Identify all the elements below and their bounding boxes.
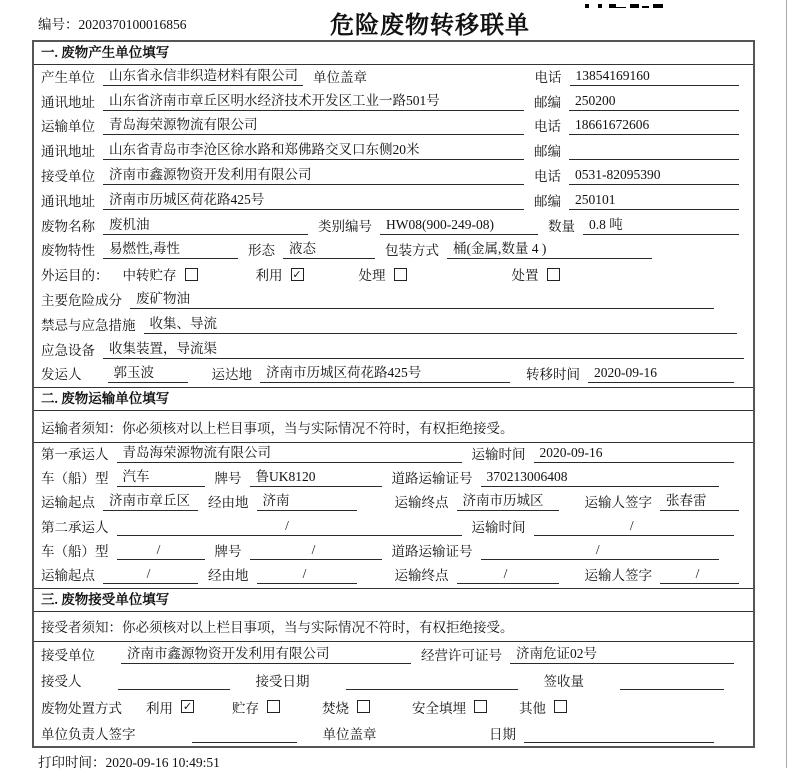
second-carrier-value[interactable]: / bbox=[117, 518, 462, 536]
waste-form-label: 形态 bbox=[248, 243, 275, 259]
receiver-notice: 接受者须知：你必须核对以上栏目事项，当与实际情况不符时，有权拒绝接受。 bbox=[34, 612, 753, 642]
receiver-zip-value[interactable]: 250101 bbox=[569, 192, 739, 210]
receiver-address-value[interactable]: 济南市历城区荷花路425号 bbox=[103, 188, 524, 210]
disposal-reuse-checkbox[interactable]: ✓ bbox=[182, 700, 193, 714]
transporter-address-label: 通讯地址 bbox=[41, 144, 95, 160]
section-transporter bbox=[34, 387, 753, 588]
first-transport-time-label: 运输时间 bbox=[471, 447, 526, 463]
second-vehicle-row bbox=[34, 540, 753, 564]
transporter-zip-label: 邮编 bbox=[534, 144, 561, 160]
qr-code-fragment bbox=[585, 0, 665, 8]
first-transport-time-value[interactable]: 2020-09-16 bbox=[534, 445, 735, 463]
second-road-permit-value[interactable]: / bbox=[481, 542, 720, 560]
transporter-unit-row bbox=[34, 115, 753, 140]
received-qty-value[interactable] bbox=[620, 688, 724, 690]
waste-name-value[interactable]: 废机油 bbox=[103, 213, 308, 235]
destination-value[interactable]: 济南市历城区荷花路425号 bbox=[260, 361, 510, 383]
date-value[interactable] bbox=[524, 741, 714, 743]
other-checkbox-label: 其他 bbox=[519, 700, 546, 716]
second-carrier-row bbox=[34, 515, 753, 539]
first-origin-value[interactable]: 济南市章丘区 bbox=[103, 489, 198, 511]
other-checkbox-group bbox=[519, 697, 567, 717]
receiver-phone-value[interactable]: 0531-82095390 bbox=[569, 167, 739, 185]
receiver-person-row bbox=[34, 668, 753, 694]
section-producer bbox=[34, 42, 753, 387]
second-transport-time-value[interactable]: / bbox=[534, 518, 735, 536]
waste-form-value[interactable]: 液态 bbox=[283, 237, 375, 259]
transfer-time-label: 转移时间 bbox=[526, 367, 580, 383]
landfill-checkbox-group bbox=[412, 697, 487, 717]
receiver-unit-label: 接受单位 bbox=[41, 168, 95, 184]
print-time-label: 打印时间： bbox=[38, 755, 106, 770]
received-qty-label: 签收量 bbox=[543, 674, 584, 690]
first-carrier-value[interactable]: 青岛海荣源物流有限公司 bbox=[117, 441, 462, 463]
serial-value: 2020370100016856 bbox=[78, 17, 187, 32]
disposal-checkbox[interactable] bbox=[547, 268, 560, 281]
receiving-unit-label: 接受单位 bbox=[41, 648, 95, 664]
receive-date-value[interactable] bbox=[346, 688, 518, 690]
receiver-person-value[interactable] bbox=[118, 688, 230, 690]
serial-label: 编号： bbox=[38, 17, 79, 32]
hazard-component-row bbox=[34, 288, 753, 313]
receiver-zip-label: 邮编 bbox=[534, 193, 561, 209]
second-origin-value[interactable]: / bbox=[103, 566, 198, 584]
first-signature-value[interactable]: 张春雷 bbox=[660, 489, 739, 511]
disposal-method-row bbox=[34, 694, 753, 720]
first-road-permit-value[interactable]: 370213006408 bbox=[481, 469, 720, 487]
packing-value[interactable]: 桶(金属,数量 4 ) bbox=[447, 237, 652, 259]
second-vehicle-type-value[interactable]: / bbox=[117, 542, 205, 560]
receiver-person-label: 接受人 bbox=[41, 674, 82, 690]
waste-name-label: 废物名称 bbox=[41, 218, 95, 234]
second-origin-label: 运输起点 bbox=[41, 567, 95, 583]
second-route-row bbox=[34, 564, 753, 588]
emergency-equipment-value[interactable]: 收集装置，导流渠 bbox=[103, 337, 744, 359]
first-vehicle-type-value[interactable]: 汽车 bbox=[117, 465, 205, 487]
disposal-checkbox-label: 处置 bbox=[511, 268, 539, 284]
packing-label: 包装方式 bbox=[385, 243, 439, 259]
receiver-address-label: 通讯地址 bbox=[41, 193, 95, 209]
waste-code-label: 类别编号 bbox=[318, 218, 372, 234]
shipper-label: 发运人 bbox=[41, 367, 82, 383]
first-road-permit-label: 道路运输证号 bbox=[391, 471, 473, 487]
second-road-permit-label: 道路运输证号 bbox=[391, 543, 473, 559]
shipper-row bbox=[34, 363, 753, 388]
disposal-method-label: 废物处置方式 bbox=[41, 700, 122, 716]
incineration-checkbox-label: 焚烧 bbox=[322, 700, 349, 716]
first-signature-label: 运输人签字 bbox=[584, 495, 652, 511]
page-edge-line bbox=[786, 0, 787, 768]
shipper-value[interactable]: 郭玉波 bbox=[108, 361, 188, 383]
first-vehicle-type-label: 车（船）型 bbox=[41, 471, 109, 487]
producer-unit-row bbox=[34, 65, 753, 90]
treatment-checkbox[interactable] bbox=[394, 268, 407, 281]
reuse-checkbox-label: 利用 bbox=[255, 268, 283, 284]
print-time-value: 2020-09-16 10:49:51 bbox=[105, 755, 220, 770]
transporter-notice: 运输者须知：你必须核对以上栏目事项，当与实际情况不符时，有权拒绝接受。 bbox=[34, 411, 753, 443]
disposal-storage-checkbox-group bbox=[232, 697, 280, 717]
first-route-row bbox=[34, 491, 753, 515]
responsible-signature-value[interactable] bbox=[192, 741, 297, 743]
first-carrier-row bbox=[34, 443, 753, 467]
producer-phone-value[interactable]: 13854169160 bbox=[570, 68, 740, 86]
disposal-checkbox-group bbox=[512, 264, 560, 284]
section-transporter-title: 二. 废物运输单位填写 bbox=[34, 388, 753, 411]
producer-unit-value[interactable]: 山东省永信非织造材料有限公司 bbox=[103, 64, 303, 86]
hazard-component-label: 主要危险成分 bbox=[41, 292, 122, 308]
section-receiver bbox=[34, 588, 753, 747]
first-via-label: 经由地 bbox=[208, 495, 249, 511]
transporter-zip-value[interactable] bbox=[569, 158, 739, 160]
hazard-component-value[interactable]: 废矿物油 bbox=[130, 287, 714, 309]
transporter-phone-label: 电话 bbox=[534, 119, 561, 135]
second-plate-value[interactable]: / bbox=[250, 542, 382, 560]
first-via-value[interactable]: 济南 bbox=[257, 489, 357, 511]
print-time bbox=[38, 751, 220, 771]
reuse-checkbox-group bbox=[256, 264, 304, 284]
producer-unit-label: 产生单位 bbox=[41, 69, 95, 85]
receiving-unit-value[interactable]: 济南市鑫源物资开发利用有限公司 bbox=[121, 642, 411, 664]
second-signature-value[interactable]: / bbox=[660, 566, 739, 584]
producer-address-label: 通讯地址 bbox=[41, 94, 95, 110]
license-label: 经营许可证号 bbox=[421, 648, 502, 664]
emergency-equipment-row bbox=[34, 338, 753, 363]
landfill-checkbox[interactable] bbox=[474, 700, 487, 713]
transfer-time-value[interactable]: 2020-09-16 bbox=[588, 365, 734, 383]
receiving-unit-row bbox=[34, 642, 753, 668]
waste-code-value[interactable]: HW08(900-249-08) bbox=[380, 217, 538, 235]
purpose-label: 外运目的： bbox=[41, 268, 109, 284]
disposal-reuse-checkbox-group bbox=[146, 697, 194, 717]
page-title: 危险废物转移联单 bbox=[330, 13, 530, 39]
receiver-phone-label: 电话 bbox=[534, 168, 561, 184]
serial-number bbox=[38, 13, 187, 33]
receiver-unit-row bbox=[34, 164, 753, 189]
second-via-label: 经由地 bbox=[208, 567, 249, 583]
emergency-measures-value[interactable]: 收集、导流 bbox=[144, 312, 738, 334]
first-terminal-label: 运输终点 bbox=[394, 495, 449, 511]
disposal-storage-checkbox[interactable] bbox=[267, 700, 280, 713]
transit-storage-checkbox[interactable] bbox=[185, 268, 198, 281]
producer-address-value[interactable]: 山东省济南市章丘区明水经济技术开发区工业一路501号 bbox=[103, 89, 524, 111]
second-vehicle-type-label: 车（船）型 bbox=[41, 543, 109, 559]
transit-storage-checkbox-group bbox=[123, 264, 198, 284]
second-plate-label: 牌号 bbox=[214, 543, 242, 559]
reuse-checkbox[interactable]: ✓ bbox=[292, 267, 302, 281]
receiver-unit-value[interactable]: 济南市鑫源物资开发利用有限公司 bbox=[103, 163, 524, 185]
second-via-value[interactable]: / bbox=[257, 566, 357, 584]
receive-date-label: 接受日期 bbox=[255, 674, 310, 690]
first-origin-label: 运输起点 bbox=[41, 495, 95, 511]
producer-zip-value[interactable]: 250200 bbox=[569, 93, 739, 111]
second-transport-time-label: 运输时间 bbox=[471, 519, 526, 535]
transporter-address-row bbox=[34, 139, 753, 164]
receiver-seal-label: 单位盖章 bbox=[322, 726, 377, 742]
incineration-checkbox-group bbox=[322, 697, 370, 717]
manifest-table bbox=[32, 40, 755, 748]
landfill-checkbox-label: 安全填埋 bbox=[412, 700, 466, 716]
transporter-unit-label: 运输单位 bbox=[41, 119, 95, 135]
license-value[interactable]: 济南危证02号 bbox=[510, 642, 734, 664]
emergency-measures-row bbox=[34, 313, 753, 338]
first-plate-label: 牌号 bbox=[214, 471, 242, 487]
second-carrier-label: 第二承运人 bbox=[41, 519, 109, 535]
destination-label: 运达地 bbox=[211, 367, 252, 383]
other-checkbox[interactable] bbox=[554, 700, 567, 713]
second-terminal-value[interactable]: / bbox=[457, 566, 559, 584]
waste-property-row bbox=[34, 239, 753, 264]
treatment-checkbox-group bbox=[359, 264, 407, 284]
disposal-storage-checkbox-label: 贮存 bbox=[232, 700, 259, 716]
producer-zip-label: 邮编 bbox=[534, 94, 561, 110]
second-terminal-label: 运输终点 bbox=[394, 567, 449, 583]
section-producer-title: 一. 废物产生单位填写 bbox=[34, 42, 753, 65]
responsible-signature-label: 单位负责人签字 bbox=[41, 726, 136, 742]
receiver-address-row bbox=[34, 189, 753, 214]
waste-property-label: 废物特性 bbox=[41, 243, 95, 259]
first-terminal-value[interactable]: 济南市历城区 bbox=[457, 489, 559, 511]
producer-phone-label: 电话 bbox=[534, 69, 562, 85]
treatment-checkbox-label: 处理 bbox=[358, 268, 386, 284]
purpose-row bbox=[34, 263, 753, 288]
transit-storage-checkbox-label: 中转贮存 bbox=[122, 268, 177, 284]
transporter-address-value[interactable]: 山东省青岛市李沧区徐水路和郑佛路交叉口东侧20米 bbox=[103, 138, 524, 160]
first-carrier-label: 第一承运人 bbox=[41, 447, 109, 463]
waste-property-value[interactable]: 易燃性,毒性 bbox=[103, 237, 238, 259]
second-signature-label: 运输人签字 bbox=[584, 567, 652, 583]
waste-qty-value[interactable]: 0.8 吨 bbox=[583, 213, 739, 235]
first-plate-value[interactable]: 鲁UK8120 bbox=[250, 465, 382, 487]
emergency-measures-label: 禁忌与应急措施 bbox=[41, 317, 136, 333]
first-vehicle-row bbox=[34, 467, 753, 491]
waste-qty-label: 数量 bbox=[548, 218, 575, 234]
responsible-signature-row bbox=[34, 721, 753, 747]
producer-address-row bbox=[34, 90, 753, 115]
section-receiver-title: 三. 废物接受单位填写 bbox=[34, 589, 753, 612]
transporter-unit-value[interactable]: 青岛海荣源物流有限公司 bbox=[103, 113, 524, 135]
disposal-reuse-checkbox-label: 利用 bbox=[146, 700, 173, 716]
emergency-equipment-label: 应急设备 bbox=[41, 342, 95, 358]
unit-seal-label: 单位盖章 bbox=[313, 69, 367, 85]
waste-name-row bbox=[34, 214, 753, 239]
date-label: 日期 bbox=[489, 726, 516, 742]
incineration-checkbox[interactable] bbox=[357, 700, 370, 713]
transporter-phone-value[interactable]: 18661672606 bbox=[569, 117, 739, 135]
